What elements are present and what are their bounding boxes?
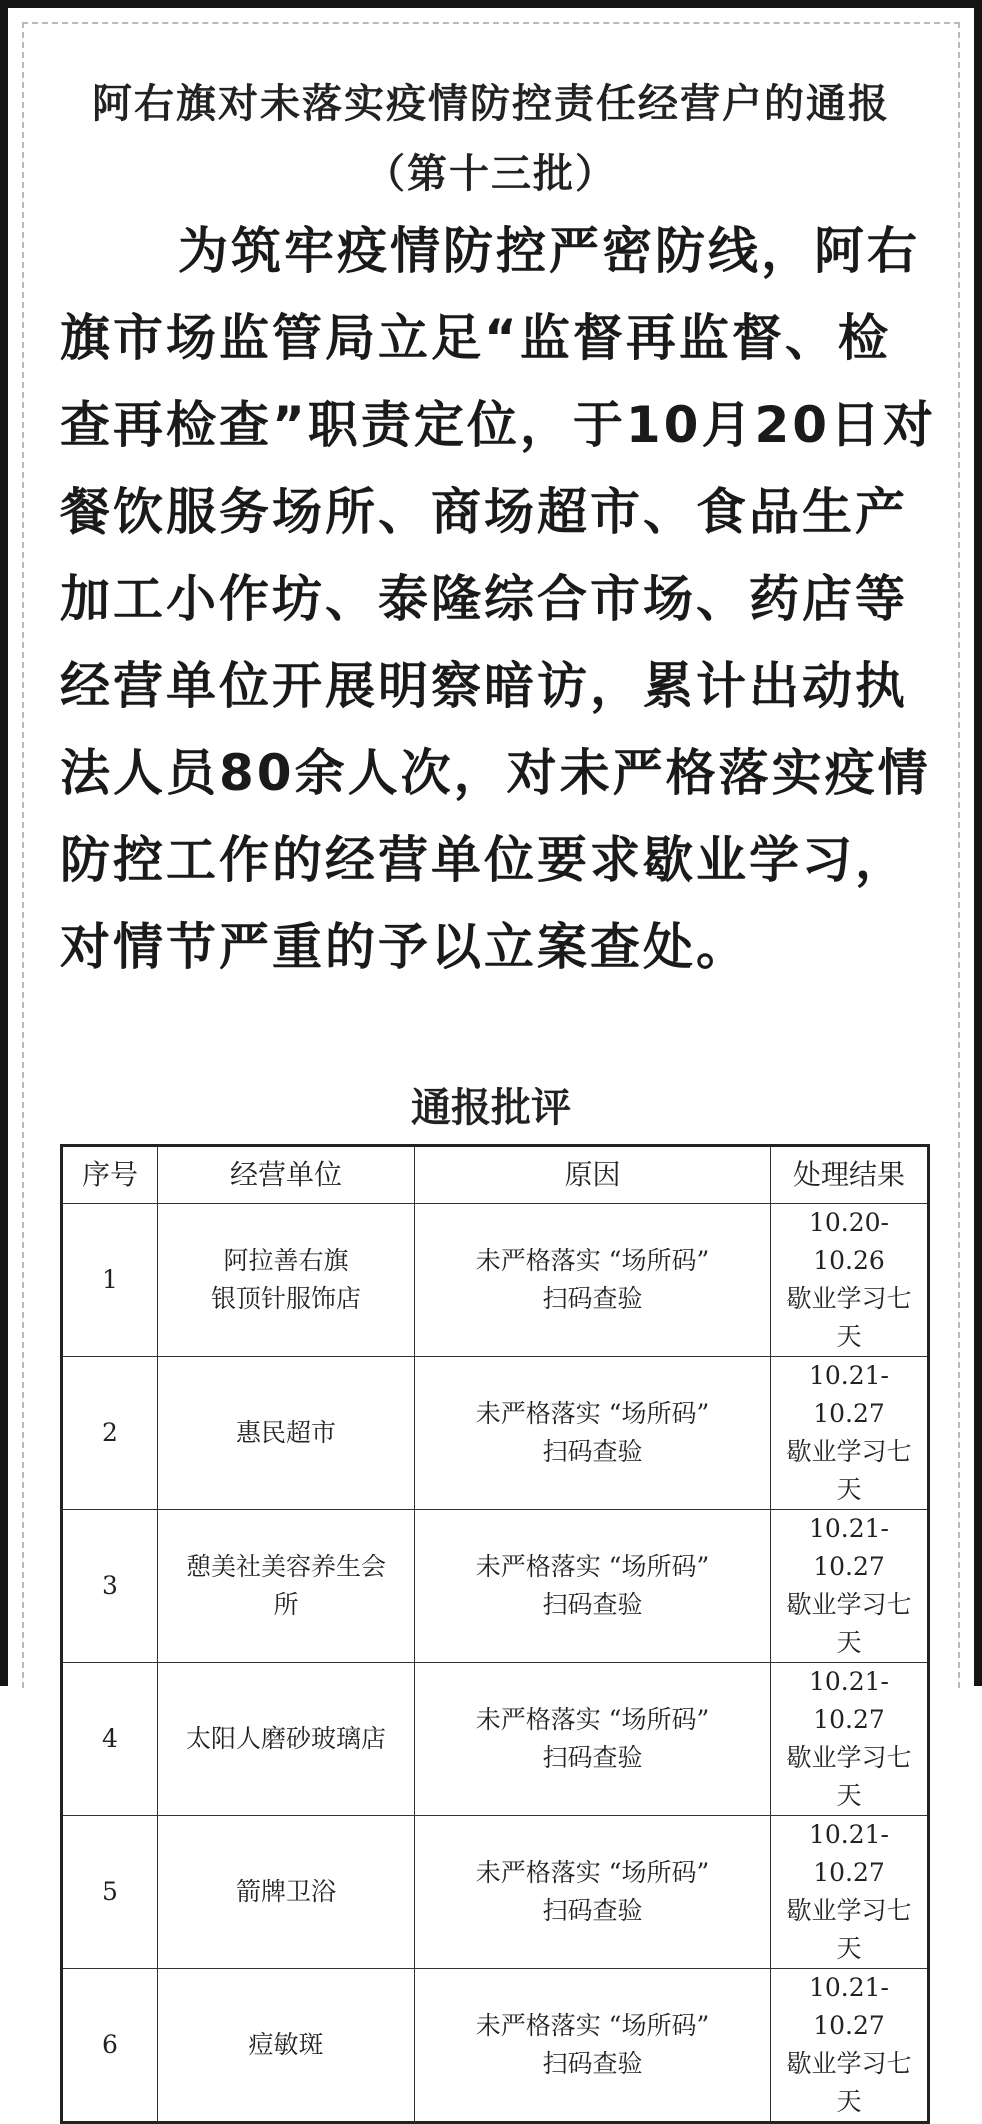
cell-result: 10.21-10.27 歇业学习七天 (771, 1663, 929, 1816)
notice-title: 阿右旗对未落实疫情防控责任经营户的通报 (92, 81, 890, 127)
cell-no: 6 (62, 1969, 158, 2123)
cell-no: 1 (62, 1204, 158, 1357)
table-row (62, 1204, 929, 1357)
table-row (62, 1357, 929, 1510)
cell-unit: 阿拉善右旗 银顶针服饰店 (158, 1204, 415, 1357)
cell-unit: 惠民超市 (158, 1357, 415, 1510)
header-reason: 原因 (415, 1146, 771, 1204)
table-row (62, 1663, 929, 1816)
header-unit: 经营单位 (158, 1146, 415, 1204)
cell-reason: 未严格落实 “场所码” 扫码查验 (415, 1969, 771, 2123)
cell-result: 10.21-10.27 歇业学习七天 (771, 1510, 929, 1663)
cell-unit: 憩美社美容养生会 所 (158, 1510, 415, 1663)
cell-unit: 痘敏斑 (158, 1969, 415, 2123)
cell-reason: 未严格落实 “场所码” 扫码查验 (415, 1510, 771, 1663)
cell-reason: 未严格落实 “场所码” 扫码查验 (415, 1204, 771, 1357)
header-result: 处理结果 (771, 1146, 929, 1204)
notice-paragraph: 为筑牢疫情防控严密防线，阿右旗市场监管局立足“监督再监督、检查再检查”职责定位，于10月20日对餐饮服务场所、商场超市、食品生产加工小作坊、泰隆综合市场、药店等经营单位开展明察暗访，累计出动执法人员80余人次，对未严格落实疫情防控工作的经营单位要求歇业学习，对情节严重的予以立案查处。 (60, 222, 937, 976)
cell-no: 3 (62, 1510, 158, 1663)
notice-batch: （第十三批） (365, 151, 617, 197)
cell-unit: 箭牌卫浴 (158, 1816, 415, 1969)
cell-reason: 未严格落实 “场所码” 扫码查验 (415, 1816, 771, 1969)
cell-result: 10.21-10.27 歇业学习七天 (771, 1357, 929, 1510)
header-no: 序号 (62, 1146, 158, 1204)
cell-unit: 太阳人磨砂玻璃店 (158, 1663, 415, 1816)
cell-no: 4 (62, 1663, 158, 1816)
cell-result: 10.21-10.27 歇业学习七天 (771, 1816, 929, 1969)
table-header-row (62, 1146, 929, 1204)
cell-no: 2 (62, 1357, 158, 1510)
table-row (62, 1969, 929, 2123)
cell-result: 10.20-10.26 歇业学习七天 (771, 1204, 929, 1357)
cell-reason: 未严格落实 “场所码” 扫码查验 (415, 1357, 771, 1510)
table-row (62, 1816, 929, 1969)
criticism-table (60, 1144, 930, 2124)
cell-reason: 未严格落实 “场所码” 扫码查验 (415, 1663, 771, 1816)
cell-result: 10.21-10.27 歇业学习七天 (771, 1969, 929, 2123)
table-title: 通报批评 (411, 1085, 571, 1131)
table-row (62, 1510, 929, 1663)
cell-no: 5 (62, 1816, 158, 1969)
